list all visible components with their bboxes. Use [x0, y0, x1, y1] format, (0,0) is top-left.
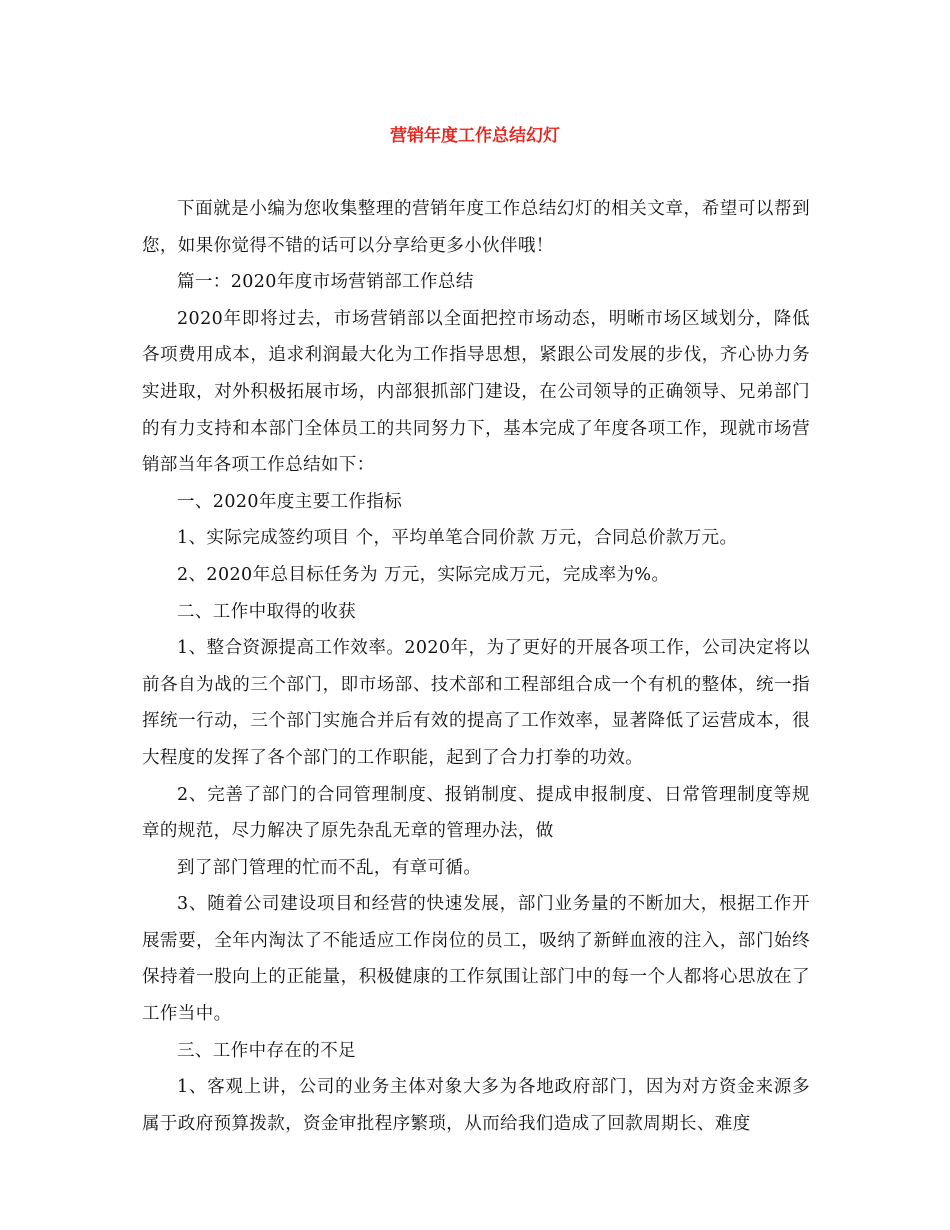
- intro-paragraph: 下面就是小编为您收集整理的营销年度工作总结幻灯的相关文章，希望可以帮到您，如果你觉得不错的话可以分享给更多小伙伴哦！: [142, 199, 810, 256]
- shortcoming-item-1: 1、客观上讲，公司的业务主体对象大多为各地政府部门，因为对方资金来源多属于政府预算拨款，资金审批程序繁琐，从而给我们造成了回款周期长、难度: [142, 1077, 810, 1134]
- heading-achievements: 二、工作中取得的收获: [177, 601, 356, 622]
- indicator-item-1: 1、实际完成签约项目 个，平均单笔合同价款 万元，合同总价款万元。: [177, 528, 738, 549]
- indicator-item-2: 2、2020年总目标任务为 万元，实际完成万元，完成率为%。: [177, 564, 670, 585]
- achievement-item-3: 3、随着公司建设项目和经营的快速发展，部门业务量的不断加大，根据工作开展需要，全年内淘汰了不能适应工作岗位的员工，吸纳了新鲜血液的注入，部门始终保持着一股向上的正能量，积极健康的工作氛围让部门中的每一个人都将心思放在了工作当中。: [142, 894, 810, 1025]
- document-body: [142, 191, 810, 1142]
- heading-main-indicators: 一、2020年度主要工作指标: [177, 491, 403, 512]
- section-heading-part-one: 篇一：2020年度市场营销部工作总结: [177, 272, 474, 293]
- overview-paragraph: 2020年即将过去，市场营销部以全面把控市场动态，明晰市场区域划分，降低各项费用成本，追求利润最大化为工作指导思想，紧跟公司发展的步伐，齐心协力务实进取，对外积极拓展市场，内部狠抓部门建设，在公司领导的正确领导、兄弟部门的有力支持和本部门全体员工的共同努力下，基本完成了年度各项工作，现就市场营销部当年各项工作总结如下：: [142, 308, 810, 476]
- document-title: 营销年度工作总结幻灯: [390, 126, 560, 146]
- achievement-item-2: 2、完善了部门的合同管理制度、报销制度、提成申报制度、日常管理制度等规章的规范，尽力解决了原先杂乱无章的管理办法，做: [142, 784, 810, 842]
- heading-shortcomings: 三、工作中存在的不足: [177, 1040, 356, 1061]
- achievement-item-2-continued: 到了部门管理的忙而不乱，有章可循。: [177, 857, 482, 878]
- achievement-item-1: 1、整合资源提高工作效率。2020年，为了更好的开展各项工作，公司决定将以前各自为战的三个部门，即市场部、技术部和工程部组合成一个有机的整体，统一指挥统一行动，三个部门实施合并后有效的提高了工作效率，显著降低了运营成本，很大程度的发挥了各个部门的工作职能，起到了合力打拳的功效。: [142, 638, 810, 768]
